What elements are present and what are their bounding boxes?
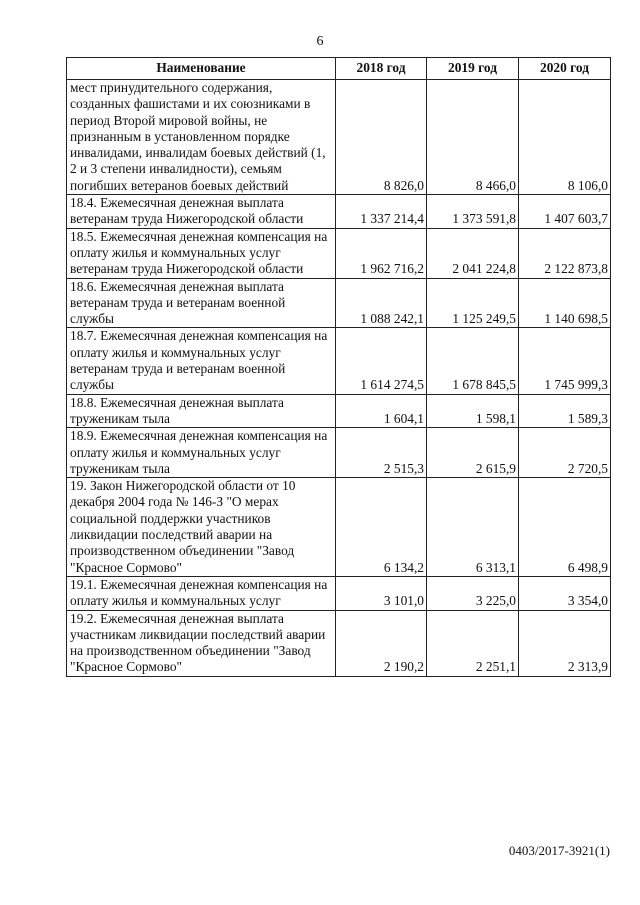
table-row xyxy=(67,394,611,428)
budget-table xyxy=(66,57,611,677)
row-name: мест принудительного содержания, созданных фашистами и их союзниками в период Второй мировой войны, не признанным в установленном порядке инвалидами, инвалидам боевых действий (1, 2 и 3 степени инвалидности), семьям погибших ветеранов боевых действий xyxy=(67,80,336,195)
row-value-2020: 2 720,5 xyxy=(519,428,611,478)
row-value-2018: 2 515,3 xyxy=(336,428,427,478)
row-value-2019: 8 466,0 xyxy=(427,80,519,195)
header-name: Наименование xyxy=(67,58,336,80)
row-value-2020: 1 745 999,3 xyxy=(519,328,611,394)
table-row xyxy=(67,328,611,394)
table-row xyxy=(67,228,611,278)
row-value-2019: 1 125 249,5 xyxy=(427,278,519,328)
table-row xyxy=(67,576,611,610)
row-value-2019: 2 251,1 xyxy=(427,610,519,676)
row-value-2019: 1 598,1 xyxy=(427,394,519,428)
row-value-2020: 6 498,9 xyxy=(519,478,611,577)
row-value-2020: 1 407 603,7 xyxy=(519,195,611,229)
row-value-2019: 2 615,9 xyxy=(427,428,519,478)
row-name: 18.9. Ежемесячная денежная компенсация на оплату жилья и коммунальных услуг труженикам тыла xyxy=(67,428,336,478)
row-name: 18.4. Ежемесячная денежная выплата ветеранам труда Нижегородской области xyxy=(67,195,336,229)
table-row xyxy=(67,428,611,478)
header-2019: 2019 год xyxy=(427,58,519,80)
row-value-2018: 2 190,2 xyxy=(336,610,427,676)
row-value-2019: 6 313,1 xyxy=(427,478,519,577)
row-name: 19.2. Ежемесячная денежная выплата участникам ликвидации последствий аварии на производственном объединении "Завод "Красное Сормово" xyxy=(67,610,336,676)
header-2018: 2018 год xyxy=(336,58,427,80)
table-row xyxy=(67,80,611,195)
row-value-2020: 2 313,9 xyxy=(519,610,611,676)
table-row xyxy=(67,278,611,328)
header-2020: 2020 год xyxy=(519,58,611,80)
row-name: 18.5. Ежемесячная денежная компенсация на оплату жилья и коммунальных услуг ветеранам труда Нижегородской области xyxy=(67,228,336,278)
row-name: 18.7. Ежемесячная денежная компенсация на оплату жилья и коммунальных услуг ветеранам труда и ветеранам военной службы xyxy=(67,328,336,394)
table-header-row xyxy=(67,58,611,80)
row-value-2020: 1 589,3 xyxy=(519,394,611,428)
row-value-2018: 8 826,0 xyxy=(336,80,427,195)
table-row xyxy=(67,195,611,229)
table-row xyxy=(67,610,611,676)
row-value-2018: 1 604,1 xyxy=(336,394,427,428)
page-number: 6 xyxy=(316,34,324,49)
row-value-2019: 1 678 845,5 xyxy=(427,328,519,394)
row-value-2018: 3 101,0 xyxy=(336,576,427,610)
row-value-2020: 1 140 698,5 xyxy=(519,278,611,328)
document-code: 0403/2017-3921(1) xyxy=(508,843,610,858)
row-value-2018: 1 614 274,5 xyxy=(336,328,427,394)
row-name: 19. Закон Нижегородской области от 10 декабря 2004 года № 146-З "О мерах социальной поддержки участников ликвидации последствий аварии на производственном объединении "Завод "Красное Сормово" xyxy=(67,478,336,577)
row-value-2020: 3 354,0 xyxy=(519,576,611,610)
row-value-2018: 6 134,2 xyxy=(336,478,427,577)
row-name: 19.1. Ежемесячная денежная компенсация на оплату жилья и коммунальных услуг xyxy=(67,576,336,610)
row-value-2018: 1 088 242,1 xyxy=(336,278,427,328)
row-value-2019: 1 373 591,8 xyxy=(427,195,519,229)
row-value-2020: 2 122 873,8 xyxy=(519,228,611,278)
table-row xyxy=(67,478,611,577)
row-name: 18.8. Ежемесячная денежная выплата труженикам тыла xyxy=(67,394,336,428)
row-value-2018: 1 337 214,4 xyxy=(336,195,427,229)
row-name: 18.6. Ежемесячная денежная выплата ветеранам труда и ветеранам военной службы xyxy=(67,278,336,328)
row-value-2020: 8 106,0 xyxy=(519,80,611,195)
row-value-2018: 1 962 716,2 xyxy=(336,228,427,278)
row-value-2019: 3 225,0 xyxy=(427,576,519,610)
row-value-2019: 2 041 224,8 xyxy=(427,228,519,278)
